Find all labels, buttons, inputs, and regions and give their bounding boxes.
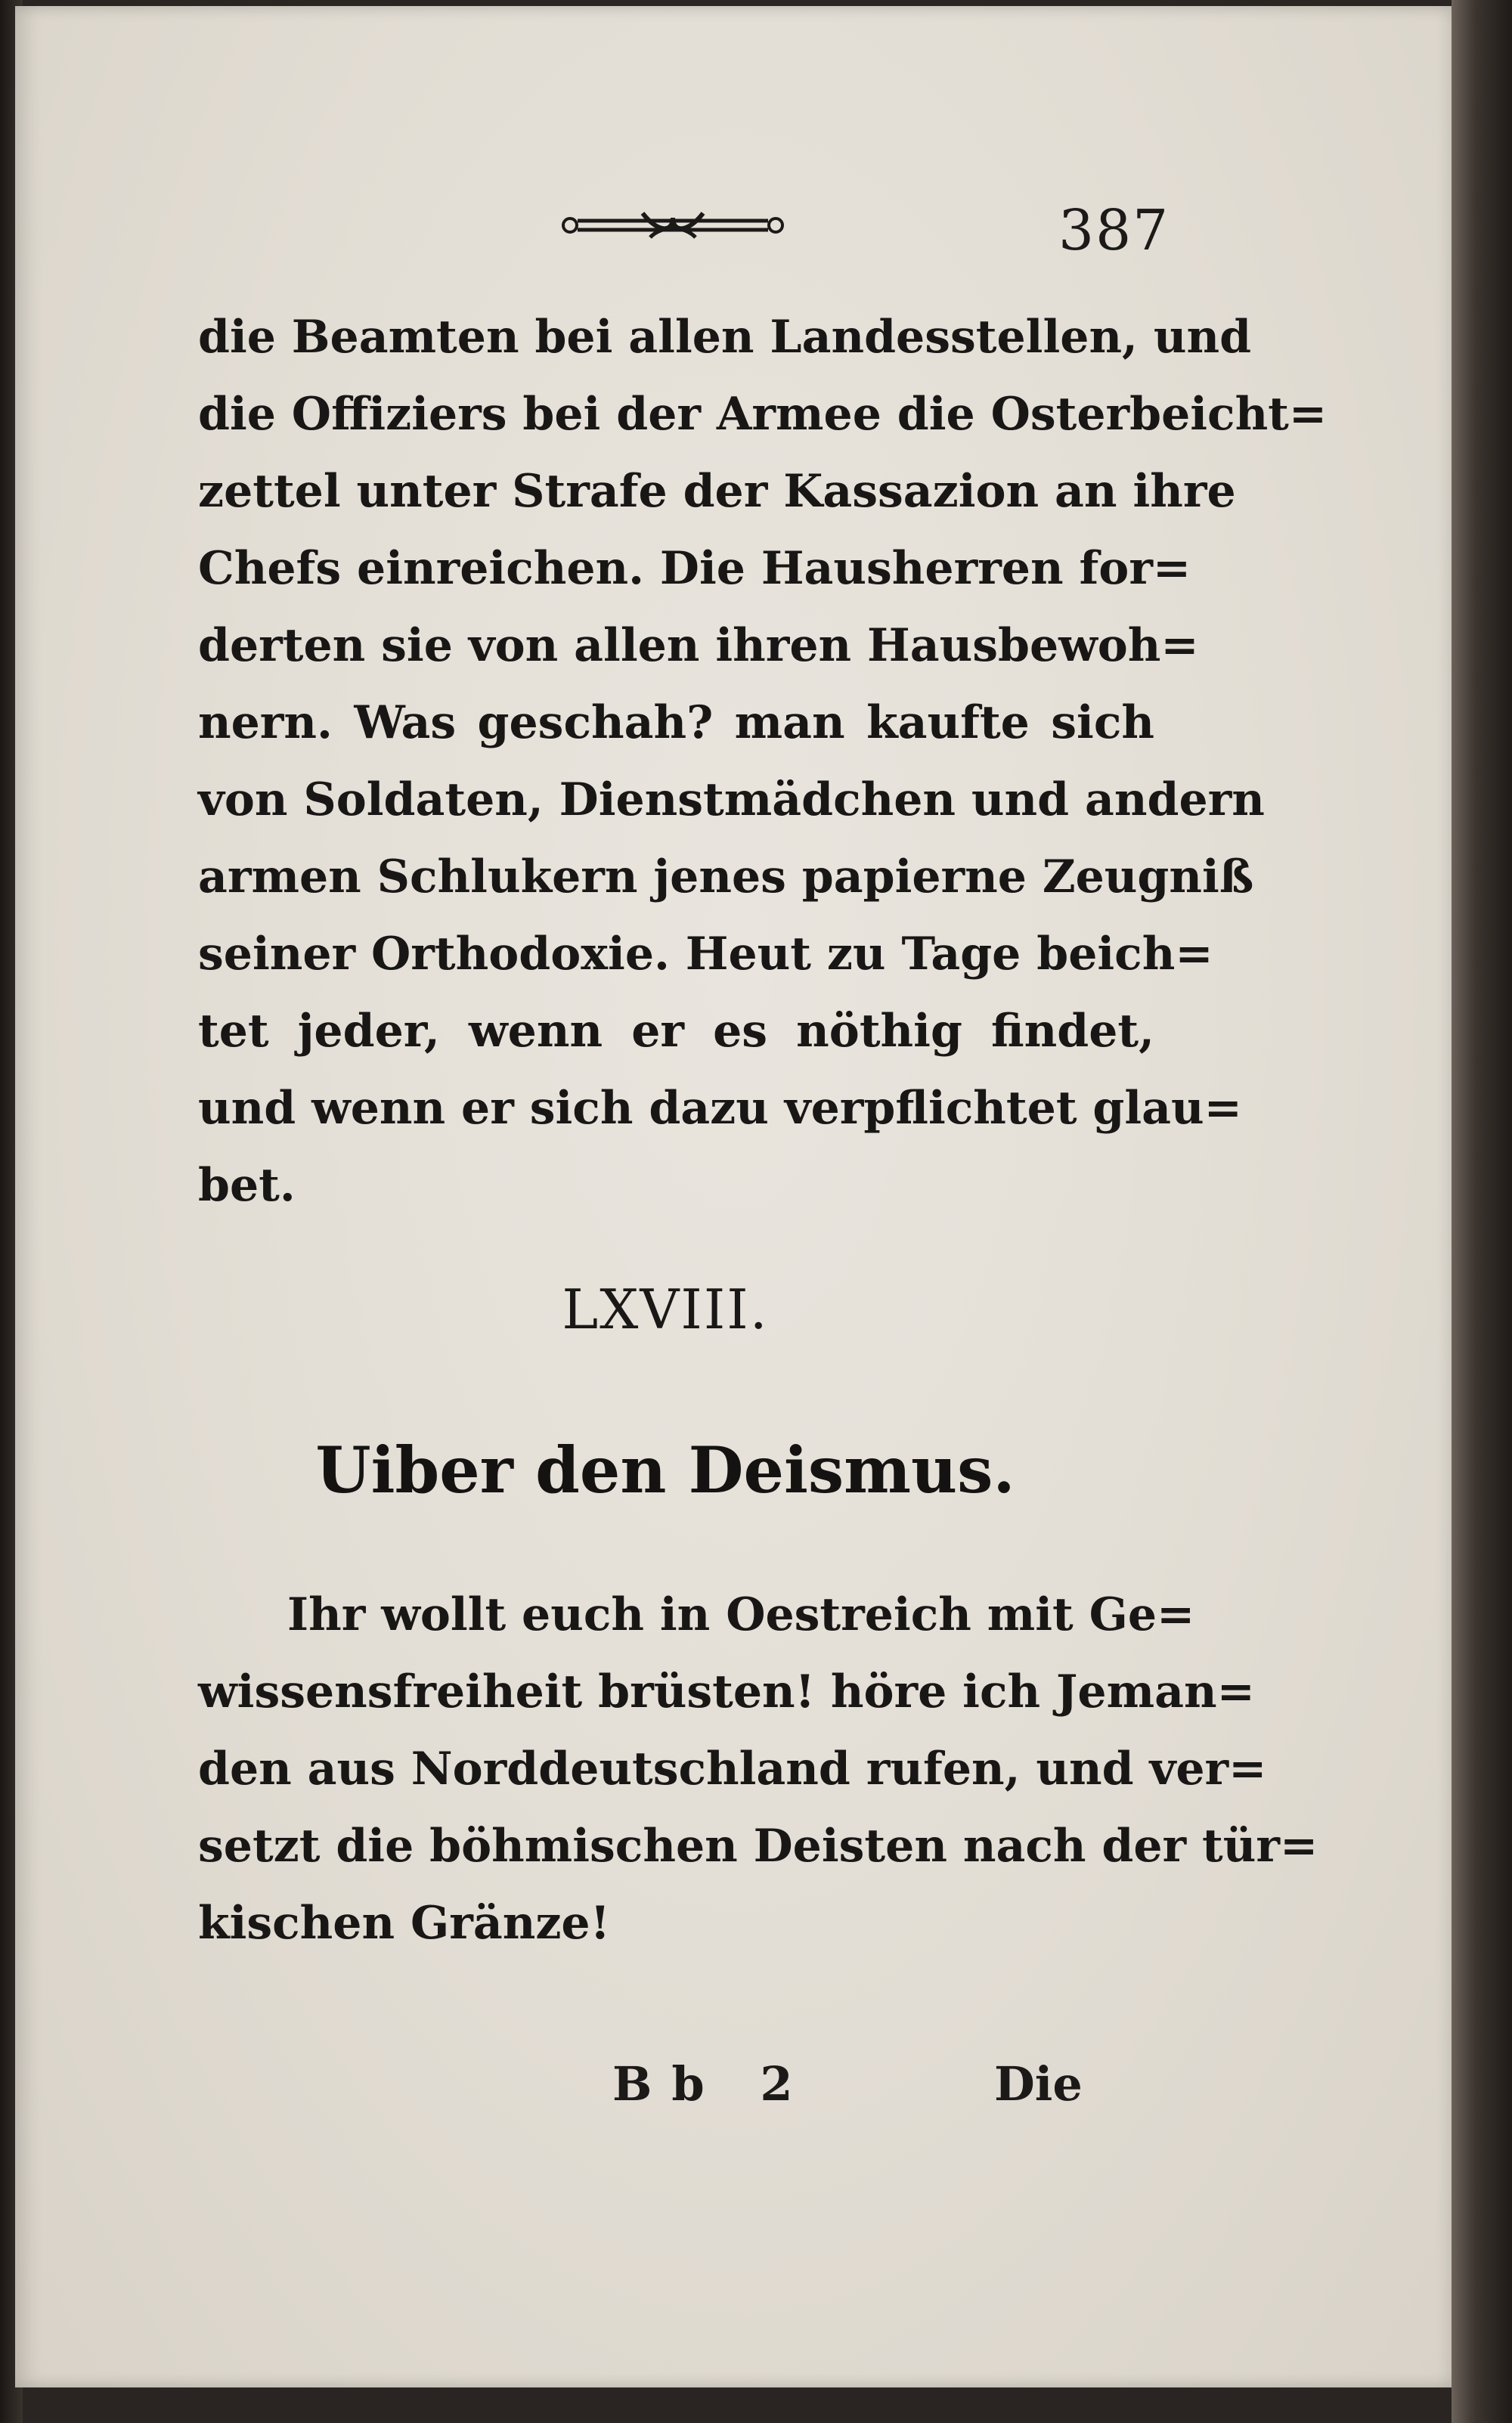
- chapter-number: LXVIII.: [562, 1278, 769, 1341]
- signature-mark: Bb 2: [612, 2056, 813, 2112]
- page-number: 387: [1058, 198, 1170, 263]
- text-line: tet jeder, wenn er es nöthig findet,: [198, 1005, 1154, 1058]
- text-line: den aus Norddeutschland rufen, und ver=: [198, 1743, 1267, 1796]
- text-line: bet.: [198, 1159, 296, 1212]
- text-line: Chefs einreichen. Die Hausherren for=: [198, 542, 1191, 595]
- text-line: setzt die böhmischen Deisten nach der tür=: [198, 1820, 1318, 1873]
- text-line: von Soldaten, Dienstmädchen und andern: [198, 773, 1265, 826]
- paragraph-2: [198, 1576, 1318, 1962]
- paragraph-1: [198, 299, 1328, 1224]
- text-line: seiner Orthodoxie. Heut zu Tage beich=: [198, 928, 1213, 981]
- text-line: Ihr wollt euch in Oestreich mit Ge=: [287, 1588, 1195, 1641]
- text-line: nern. Was geschah? man kaufte sich: [198, 696, 1154, 749]
- text-line: derten sie von allen ihren Hausbewoh=: [198, 619, 1199, 672]
- text-line: zettel unter Strafe der Kassazion an ihre: [198, 465, 1236, 518]
- page-footer: [0, 2056, 1474, 2132]
- text-line: und wenn er sich dazu verpflichtet glau=: [198, 1082, 1242, 1135]
- text-line: die Offiziers bei der Armee die Osterbeicht=: [198, 388, 1328, 441]
- text-line: armen Schlukern jenes papierne Zeugniß: [198, 851, 1254, 903]
- chapter-title: Uiber den Deismus.: [315, 1433, 1015, 1507]
- text-line: die Beamten bei allen Landesstellen, und: [198, 311, 1252, 364]
- header-ornament-icon: [559, 203, 786, 248]
- text-line: kischen Gränze!: [198, 1897, 610, 1950]
- text-line: wissensfreiheit brüsten! höre ich Jeman=: [198, 1665, 1255, 1718]
- catchword: Die: [994, 2056, 1083, 2112]
